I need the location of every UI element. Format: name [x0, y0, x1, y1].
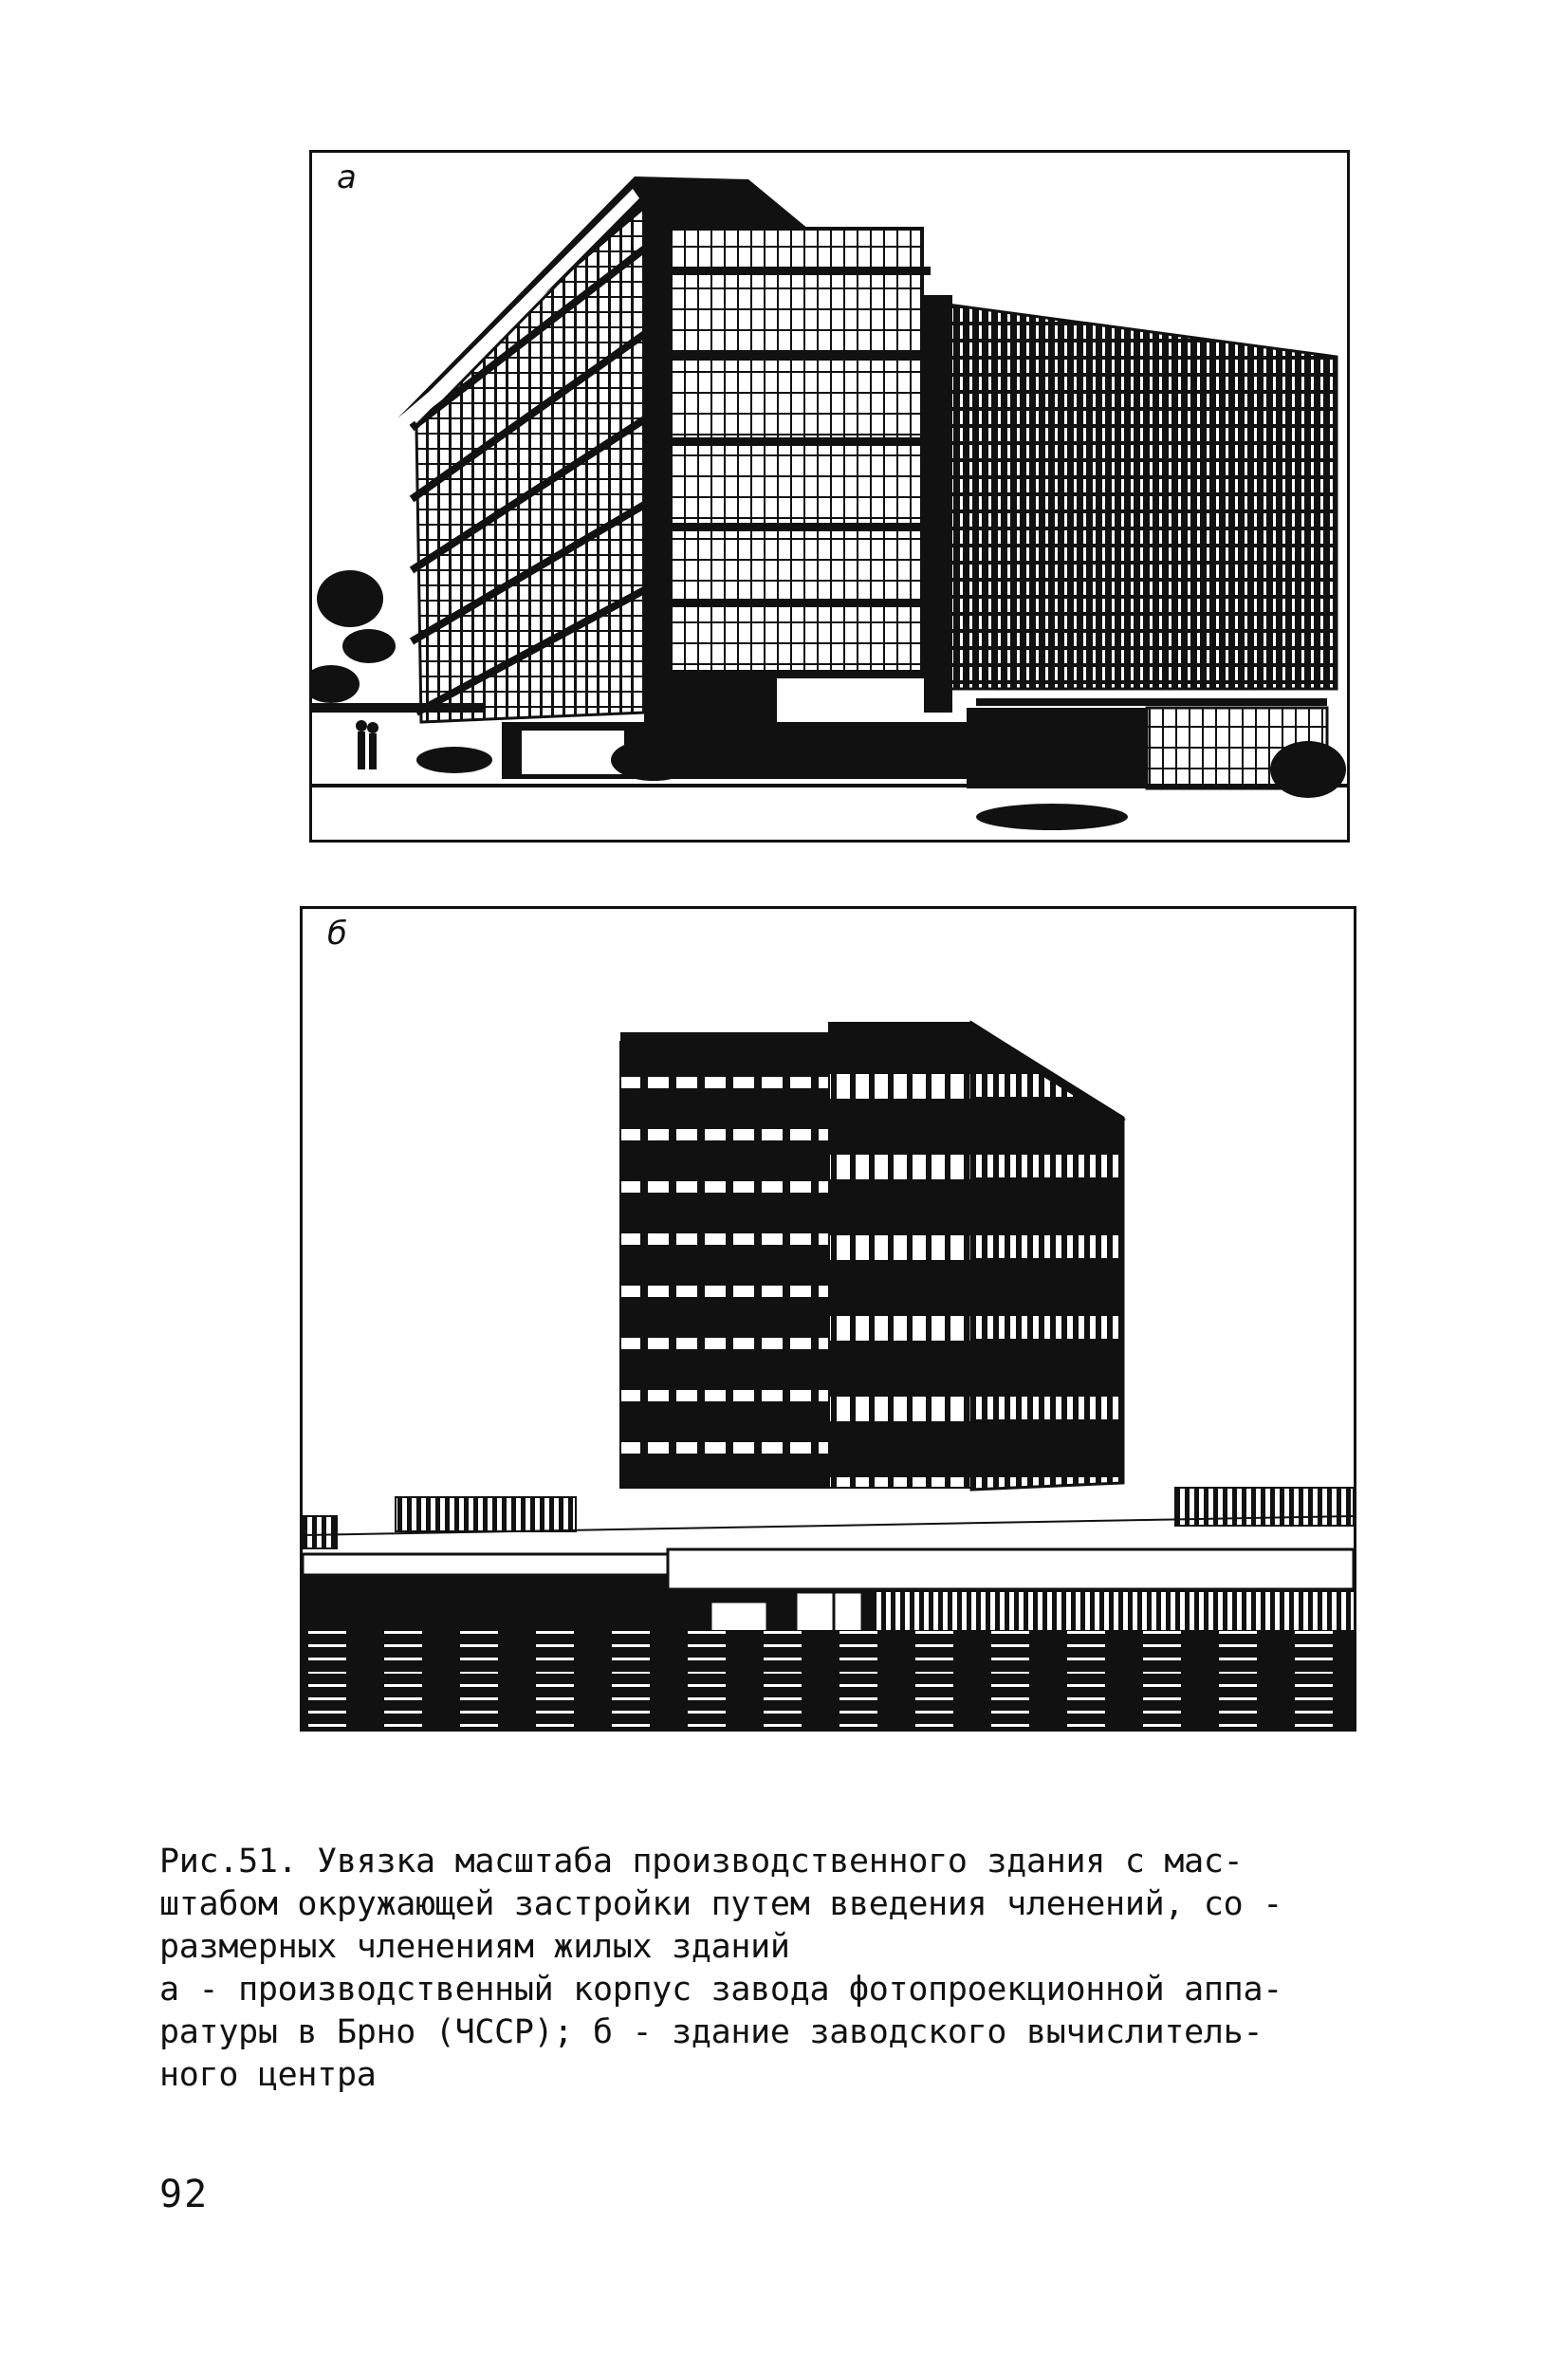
figure-a-factory-building [309, 150, 1350, 843]
computing-center-illustration [303, 909, 1354, 1729]
caption-line: штабом окружающей застройки путем введения членений, со - [159, 1885, 1282, 1923]
caption-line: ратуры в Брно (ЧССР); б - здание заводского вычислитель- [159, 2013, 1264, 2051]
caption-line: размерных членениям жилых зданий [159, 1928, 790, 1966]
caption-line: а - производственный корпус завода фотопроекционной аппа- [159, 1971, 1282, 2009]
caption-line: ного центра [159, 2056, 377, 2094]
figure-b-label: б [327, 915, 347, 953]
figure-caption [159, 1841, 1430, 2097]
figure-b-computing-center [300, 906, 1356, 1732]
figure-a-label: а [337, 158, 357, 196]
people-figures [356, 720, 378, 769]
factory-building-illustration [312, 153, 1347, 840]
page-number: 92 [159, 2173, 210, 2216]
caption-line: Рис.51. Увязка масштаба производственного здания с мас- [159, 1843, 1244, 1881]
